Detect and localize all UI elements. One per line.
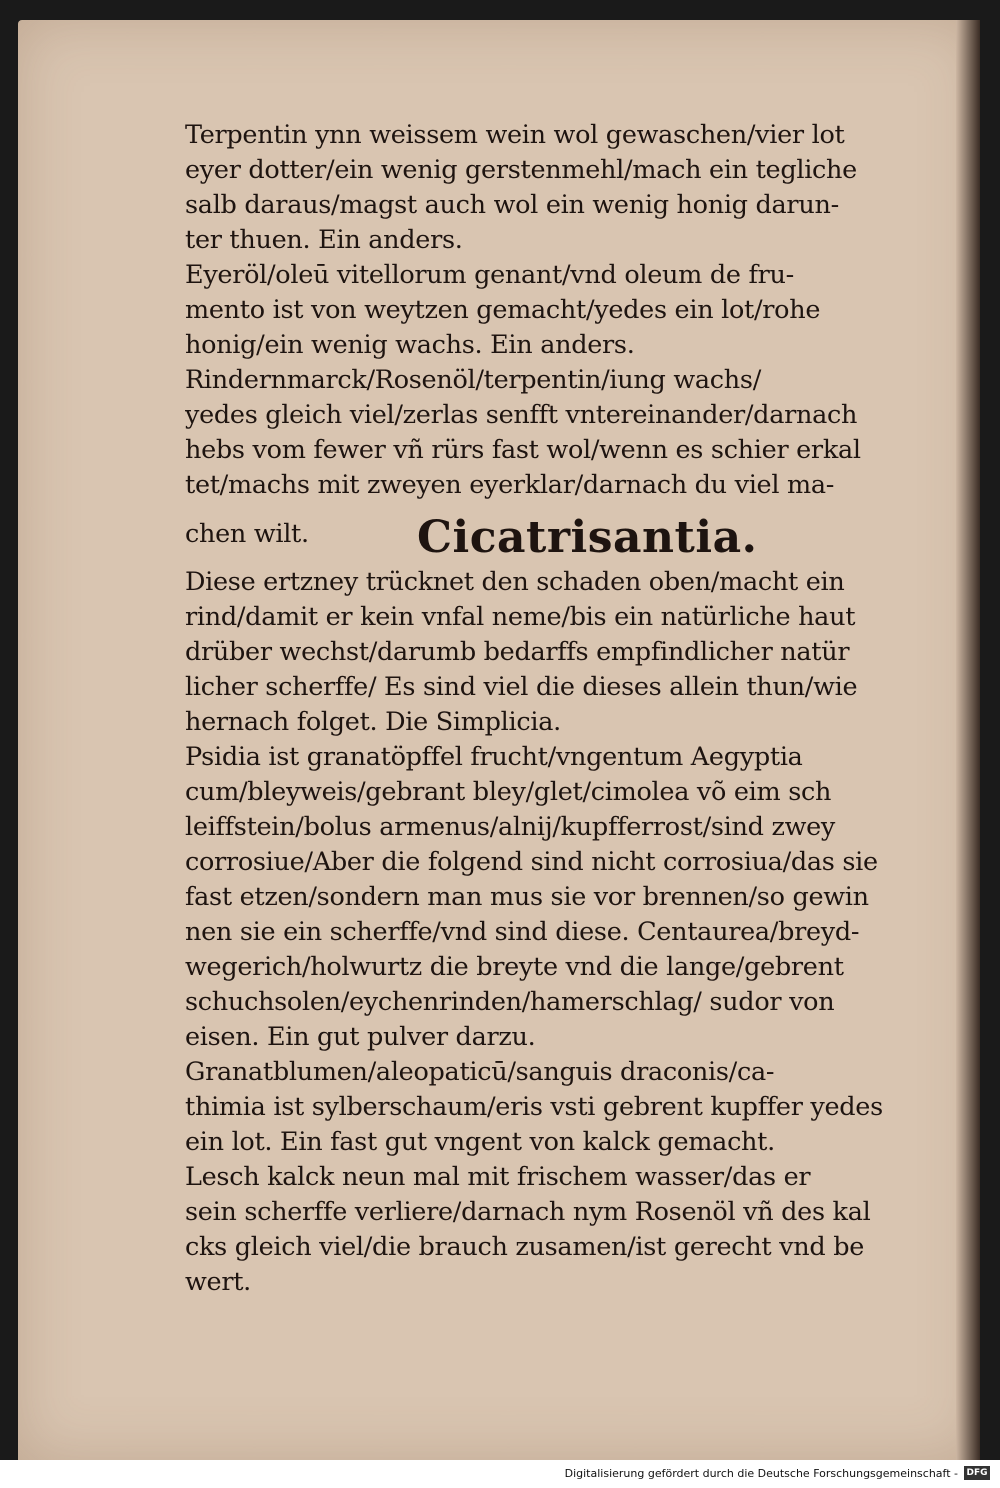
text-line: ein lot. Ein fast gut vngent von kalck gemacht. [185,1127,775,1157]
text-line: Granatblumen/aleopaticū/sanguis draconis/ca- [185,1057,775,1087]
text-line: thimia ist sylberschaum/eris vsti gebrent kupffer yedes [185,1092,883,1122]
text-line: Terpentin ynn weissem wein wol gewaschen/vier lot [185,120,845,150]
text-line: Lesch kalck neun mal mit frischem wasser/das er [185,1162,811,1192]
funding-credit: Digitalisierung gefördert durch die Deutsche Forschungsgemeinschaft - [564,1467,958,1480]
text-line: drüber wechst/darumb bedarffs empfindlicher natür [185,637,850,667]
heading-lead-text: chen wilt. [185,519,309,549]
text-line: rind/damit er kein vnfal neme/bis ein natürliche haut [185,602,856,632]
text-line: licher scherffe/ Es sind viel die dieses allein thun/wie [185,672,858,702]
text-line: yedes gleich viel/zerlas senfft vntereinander/darnach [185,400,858,430]
text-line: mento ist von weytzen gemacht/yedes ein lot/rohe [185,295,821,325]
text-line: hernach folget. Die Simplicia. [185,707,561,737]
text-line: honig/ein wenig wachs. Ein anders. [185,330,635,360]
text-line: wert. [185,1267,251,1297]
text-line: Eyeröl/oleū vitellorum genant/vnd oleum de fru- [185,260,794,290]
text-line: ter thuen. Ein anders. [185,225,463,255]
text-line: Psidia ist granatöpffel frucht/vngentum Aegyptia [185,742,803,772]
text-line: tet/machs mit zweyen eyerklar/darnach du viel ma- [185,470,835,500]
lines-after-heading [185,565,930,1300]
text-line: salb daraus/magst auch wol ein wenig honig darun- [185,190,839,220]
text-line: leiffstein/bolus armenus/alnij/kupfferrost/sind zwey [185,812,836,842]
text-line: fast etzen/sondern man mus sie vor brennen/so gewin [185,882,869,912]
text-line: Diese ertzney trücknet den schaden oben/macht ein [185,567,845,597]
text-line: schuchsolen/eychenrinden/hamerschlag/ sudor von [185,987,835,1017]
footer-bar [0,1460,1000,1488]
text-line: corrosiue/Aber die folgend sind nicht corrosiua/das sie [185,847,878,877]
page-gutter [956,20,980,1460]
text-line: cks gleich viel/die brauch zusamen/ist gerecht vnd be [185,1232,865,1262]
text-line: nen sie ein scherffe/vnd sind diese. Centaurea/breyd- [185,917,860,947]
text-line: cum/bleyweis/gebrant bley/glet/cimolea võ eim sch [185,777,832,807]
text-line: hebs vom fewer vñ rürs fast wol/wenn es schier erkal [185,435,861,465]
text-line: eisen. Ein gut pulver darzu. [185,1022,536,1052]
section-heading: Cicatrisantia. [417,512,758,563]
text-line: wegerich/holwurtz die breyte vnd die lange/gebrent [185,952,844,982]
dfg-logo-icon: DFG [964,1466,990,1480]
text-line: eyer dotter/ein wenig gerstenmehl/mach ein tegliche [185,155,857,185]
heading-row [185,503,930,565]
lines-before-heading [185,118,930,503]
text-line: sein scherffe verliere/darnach nym Rosenöl vñ des kal [185,1197,871,1227]
text-line: Rindernmarck/Rosenöl/terpentin/iung wachs/ [185,365,761,395]
page-text [185,118,930,1300]
